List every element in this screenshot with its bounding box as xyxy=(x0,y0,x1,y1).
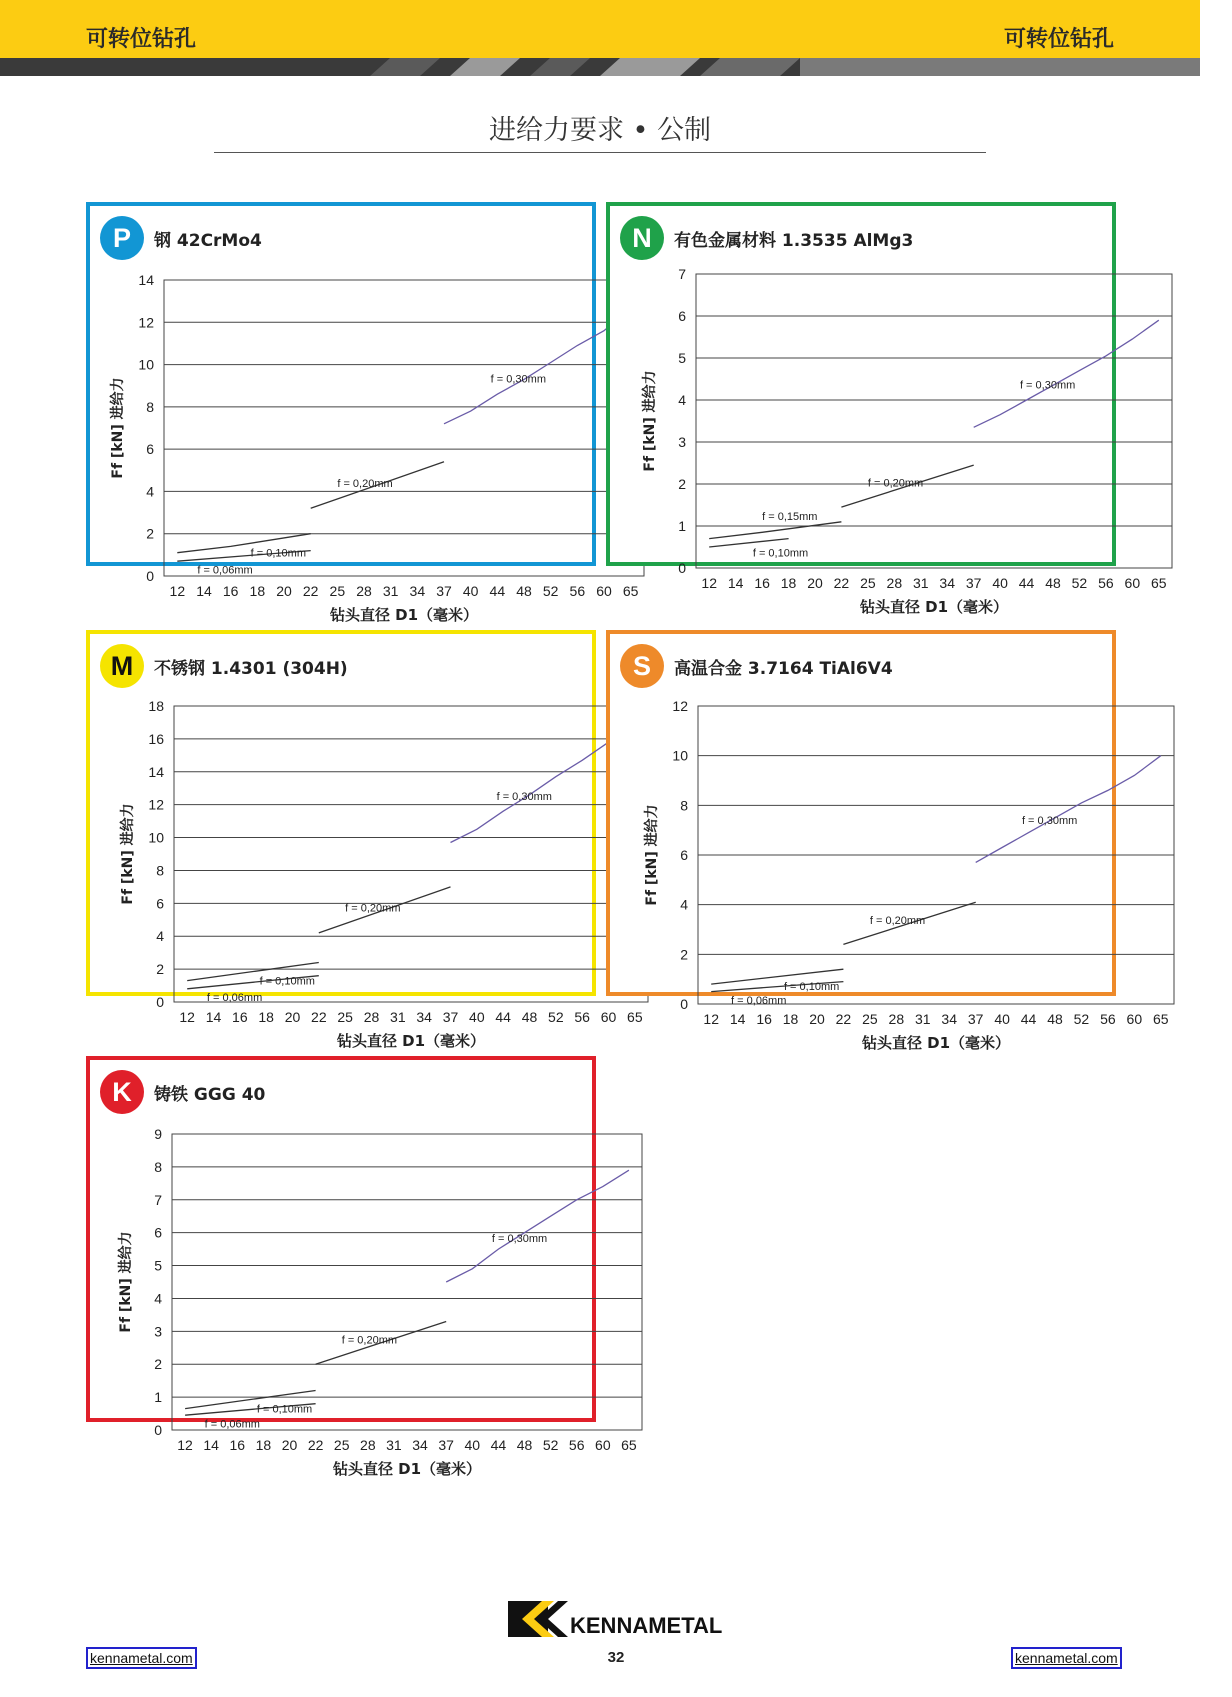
logo-wordmark: KENNAMETAL xyxy=(570,1613,723,1638)
y-tick-label: 12 xyxy=(138,314,154,331)
y-axis-label: Ff [kN] 进给力 xyxy=(118,1231,134,1333)
chart-plot-nonferrous xyxy=(610,206,1167,616)
series-label: f = 0,06mm xyxy=(204,1418,260,1431)
x-tick-label: 44 xyxy=(490,1437,507,1453)
y-tick-label: 2 xyxy=(154,1356,162,1373)
x-tick-label: 52 xyxy=(548,1009,564,1025)
chart-panel-superalloy xyxy=(606,630,1169,1052)
y-tick-label: 4 xyxy=(678,392,686,408)
chart-title: 钢 42CrMo4 xyxy=(154,231,262,251)
footer-link-left[interactable]: kennametal.com xyxy=(86,1647,197,1669)
x-tick-label: 44 xyxy=(1018,575,1035,591)
y-tick-label: 2 xyxy=(156,961,164,978)
x-tick-label: 16 xyxy=(229,1437,246,1453)
x-tick-label: 14 xyxy=(196,583,212,599)
chart-panel-nonferrous xyxy=(606,202,1167,616)
series-label: f = 0,10mm xyxy=(752,547,809,560)
y-tick-label: 2 xyxy=(680,946,688,963)
x-tick-label: 16 xyxy=(232,1009,248,1025)
x-axis-label: 钻头直径 D1（毫米） xyxy=(861,1034,1011,1052)
y-tick-label: 4 xyxy=(156,928,164,945)
y-tick-label: 6 xyxy=(680,847,688,863)
y-tick-label: 2 xyxy=(146,525,154,542)
x-tick-label: 60 xyxy=(1126,1011,1143,1027)
x-tick-label: 12 xyxy=(701,575,718,591)
y-tick-label: 5 xyxy=(154,1257,162,1274)
x-tick-label: 14 xyxy=(727,575,744,591)
x-tick-label: 12 xyxy=(703,1011,720,1027)
x-tick-label: 40 xyxy=(992,575,1008,591)
x-tick-label: 40 xyxy=(462,583,479,599)
y-tick-label: 3 xyxy=(678,434,686,450)
chart-plot-stainless xyxy=(90,634,643,1050)
material-badge-p: P xyxy=(100,216,144,260)
x-tick-label: 60 xyxy=(600,1009,617,1025)
x-axis-label: 钻头直径 D1（毫米） xyxy=(859,598,1009,616)
series-label: f = 0,15mm xyxy=(762,510,818,523)
series-label: f = 0,30mm xyxy=(490,373,546,386)
y-tick-label: 4 xyxy=(146,483,154,500)
x-tick-label: 56 xyxy=(1100,1011,1116,1027)
chart-panel-steel xyxy=(86,202,639,624)
series-label: f = 0,06mm xyxy=(197,564,253,577)
y-tick-label: 12 xyxy=(672,698,688,714)
x-tick-label: 34 xyxy=(412,1437,428,1453)
y-tick-label: 0 xyxy=(156,994,164,1010)
x-tick-label: 44 xyxy=(495,1009,511,1025)
y-axis-label: Ff [kN] 进给力 xyxy=(110,377,126,479)
x-tick-label: 31 xyxy=(912,575,929,591)
material-badge-s: S xyxy=(620,644,664,688)
plot-frame xyxy=(174,706,648,1002)
x-tick-label: 18 xyxy=(258,1009,274,1025)
chart-panel-stainless xyxy=(86,630,643,1050)
series-label: f = 0,10mm xyxy=(256,1403,313,1416)
x-tick-label: 60 xyxy=(595,1437,611,1453)
header-stripe xyxy=(0,58,1200,76)
y-tick-label: 4 xyxy=(154,1290,162,1307)
x-tick-label: 60 xyxy=(1124,575,1141,591)
y-tick-label: 6 xyxy=(146,441,154,458)
x-tick-label: 48 xyxy=(1047,1011,1063,1027)
plot-frame xyxy=(164,280,644,576)
x-tick-label: 20 xyxy=(276,583,292,599)
x-tick-label: 37 xyxy=(442,1009,459,1025)
x-tick-label: 28 xyxy=(886,575,903,591)
x-tick-label: 52 xyxy=(542,583,559,599)
x-tick-label: 31 xyxy=(390,1009,406,1025)
series-line xyxy=(709,539,788,547)
y-tick-label: 9 xyxy=(154,1126,162,1142)
x-tick-label: 22 xyxy=(302,583,319,599)
x-tick-label: 48 xyxy=(516,583,532,599)
x-tick-label: 65 xyxy=(1150,575,1167,591)
y-tick-label: 8 xyxy=(680,797,688,814)
series-line xyxy=(976,756,1161,863)
y-tick-label: 18 xyxy=(148,698,164,714)
y-tick-label: 10 xyxy=(148,829,164,846)
chart-plot-steel xyxy=(90,206,639,624)
x-tick-label: 18 xyxy=(780,575,797,591)
x-tick-label: 48 xyxy=(516,1437,533,1453)
x-tick-label: 31 xyxy=(914,1011,931,1027)
x-tick-label: 52 xyxy=(542,1437,559,1453)
x-tick-label: 25 xyxy=(862,1011,878,1027)
x-tick-label: 22 xyxy=(835,1011,852,1027)
page-number: 32 xyxy=(607,1649,625,1666)
y-tick-label: 6 xyxy=(678,308,686,324)
x-tick-label: 20 xyxy=(809,1011,825,1027)
series-line xyxy=(709,522,841,539)
x-tick-label: 52 xyxy=(1071,575,1088,591)
x-tick-label: 34 xyxy=(941,1011,958,1027)
x-axis-label: 钻头直径 D1（毫米） xyxy=(329,606,479,624)
x-axis-label: 钻头直径 D1（毫米） xyxy=(332,1460,482,1478)
x-tick-label: 37 xyxy=(438,1437,454,1453)
x-tick-label: 56 xyxy=(1098,575,1114,591)
x-tick-label: 22 xyxy=(307,1437,324,1453)
x-tick-label: 25 xyxy=(337,1009,353,1025)
x-tick-label: 18 xyxy=(782,1011,799,1027)
series-label: f = 0,10mm xyxy=(259,975,315,988)
x-tick-label: 65 xyxy=(622,583,639,599)
y-tick-label: 14 xyxy=(148,763,164,780)
x-tick-label: 16 xyxy=(754,575,770,591)
y-tick-label: 8 xyxy=(154,1158,162,1175)
x-tick-label: 25 xyxy=(329,583,346,599)
x-tick-label: 12 xyxy=(169,583,186,599)
series-label: f = 0,30mm xyxy=(1019,379,1076,392)
x-tick-label: 16 xyxy=(756,1011,772,1027)
y-tick-label: 0 xyxy=(146,568,154,584)
footer-link-right[interactable]: kennametal.com xyxy=(1011,1647,1122,1669)
x-tick-label: 52 xyxy=(1073,1011,1090,1027)
x-tick-label: 12 xyxy=(179,1009,195,1025)
series-label: f = 0,30mm xyxy=(491,1233,548,1246)
x-tick-label: 18 xyxy=(255,1437,272,1453)
x-tick-label: 31 xyxy=(382,583,399,599)
x-tick-label: 65 xyxy=(627,1009,643,1025)
x-tick-label: 34 xyxy=(939,575,956,591)
x-tick-label: 60 xyxy=(596,583,612,599)
x-tick-label: 37 xyxy=(436,583,452,599)
y-tick-label: 6 xyxy=(156,895,164,912)
x-axis-label: 钻头直径 D1（毫米） xyxy=(336,1032,486,1050)
y-tick-label: 8 xyxy=(146,398,154,415)
series-label: f = 0,20mm xyxy=(337,478,393,491)
y-tick-label: 12 xyxy=(148,796,164,813)
material-badge-k: K xyxy=(100,1070,144,1114)
x-tick-label: 16 xyxy=(222,583,239,599)
series-label: f = 0,20mm xyxy=(867,477,924,490)
x-tick-label: 34 xyxy=(416,1009,432,1025)
x-tick-label: 56 xyxy=(568,1437,585,1453)
x-tick-label: 37 xyxy=(965,575,982,591)
x-tick-label: 18 xyxy=(249,583,266,599)
series-label: f = 0,20mm xyxy=(341,1334,398,1347)
chart-title: 铸铁 GGG 40 xyxy=(154,1085,266,1105)
x-tick-label: 48 xyxy=(1045,575,1061,591)
x-tick-label: 37 xyxy=(967,1011,984,1027)
y-tick-label: 7 xyxy=(678,266,686,282)
x-tick-label: 56 xyxy=(569,583,586,599)
y-axis-label: Ff [kN] 进给力 xyxy=(644,804,660,906)
x-tick-label: 40 xyxy=(469,1009,485,1025)
x-tick-label: 22 xyxy=(833,575,850,591)
chart-title: 有色金属材料 1.3535 AlMg3 xyxy=(674,231,914,251)
x-tick-label: 34 xyxy=(409,583,426,599)
series-label: f = 0,20mm xyxy=(345,902,401,915)
material-badge-n: N xyxy=(620,216,664,260)
chart-title: 不锈钢 1.4301 (304H) xyxy=(154,659,348,679)
x-tick-label: 14 xyxy=(729,1011,746,1027)
x-tick-label: 40 xyxy=(994,1011,1010,1027)
header-left-title: 可转位钻孔 xyxy=(86,27,197,52)
y-tick-label: 7 xyxy=(154,1191,162,1208)
series-label: f = 0,30mm xyxy=(1021,814,1078,827)
y-tick-label: 14 xyxy=(138,272,154,288)
chart-title: 高温合金 3.7164 TiAl6V4 xyxy=(674,659,893,679)
y-tick-label: 6 xyxy=(154,1224,162,1241)
series-label: f = 0,06mm xyxy=(731,995,787,1008)
x-tick-label: 25 xyxy=(860,575,876,591)
y-tick-label: 0 xyxy=(678,560,686,576)
chart-plot-castiron xyxy=(90,1060,637,1478)
plot-frame xyxy=(696,274,1172,568)
series-label: f = 0,10mm xyxy=(783,980,840,993)
series-line xyxy=(974,320,1159,427)
kennametal-logo xyxy=(508,1599,723,1645)
y-tick-label: 10 xyxy=(138,356,154,373)
x-tick-label: 28 xyxy=(360,1437,376,1453)
page-title: 进给力要求 • 公制 xyxy=(488,115,712,146)
x-tick-label: 28 xyxy=(356,583,372,599)
y-tick-label: 0 xyxy=(154,1422,162,1438)
y-tick-label: 16 xyxy=(148,730,164,747)
series-label: f = 0,06mm xyxy=(206,991,263,1004)
x-tick-label: 48 xyxy=(521,1009,538,1025)
y-axis-label: Ff [kN] 进给力 xyxy=(642,370,658,472)
header-banner xyxy=(0,0,1200,58)
chart-panel-castiron xyxy=(86,1056,637,1478)
header-right-title: 可转位钻孔 xyxy=(1003,27,1114,52)
x-tick-label: 22 xyxy=(311,1009,327,1025)
y-tick-label: 1 xyxy=(154,1389,162,1406)
y-axis-label: Ff [kN] 进给力 xyxy=(120,803,136,905)
x-tick-label: 20 xyxy=(807,575,823,591)
x-tick-label: 31 xyxy=(386,1437,402,1453)
x-tick-label: 20 xyxy=(284,1009,301,1025)
series-label: f = 0,10mm xyxy=(250,547,306,560)
x-tick-label: 28 xyxy=(363,1009,380,1025)
y-tick-label: 10 xyxy=(672,747,688,764)
y-tick-label: 4 xyxy=(680,896,688,913)
title-divider xyxy=(214,152,986,153)
x-tick-label: 65 xyxy=(621,1437,637,1453)
x-tick-label: 14 xyxy=(203,1437,219,1453)
y-tick-label: 3 xyxy=(154,1323,162,1340)
series-label: f = 0,20mm xyxy=(869,914,926,927)
x-tick-label: 25 xyxy=(333,1437,350,1453)
y-tick-label: 5 xyxy=(678,350,686,366)
series-label: f = 0,30mm xyxy=(496,791,552,804)
plot-frame xyxy=(172,1134,642,1430)
y-tick-label: 1 xyxy=(678,518,686,534)
series-line xyxy=(444,308,631,424)
x-tick-label: 20 xyxy=(281,1437,298,1453)
y-tick-label: 0 xyxy=(680,996,688,1012)
x-tick-label: 44 xyxy=(1020,1011,1037,1027)
x-tick-label: 12 xyxy=(177,1437,193,1453)
x-tick-label: 65 xyxy=(1152,1011,1169,1027)
x-tick-label: 56 xyxy=(574,1009,590,1025)
y-tick-label: 2 xyxy=(678,476,686,492)
x-tick-label: 40 xyxy=(464,1437,481,1453)
x-tick-label: 44 xyxy=(489,583,506,599)
chart-plot-superalloy xyxy=(610,634,1169,1052)
x-tick-label: 14 xyxy=(205,1009,222,1025)
x-tick-label: 28 xyxy=(888,1011,905,1027)
material-badge-m: M xyxy=(100,644,144,688)
y-tick-label: 8 xyxy=(156,862,164,879)
